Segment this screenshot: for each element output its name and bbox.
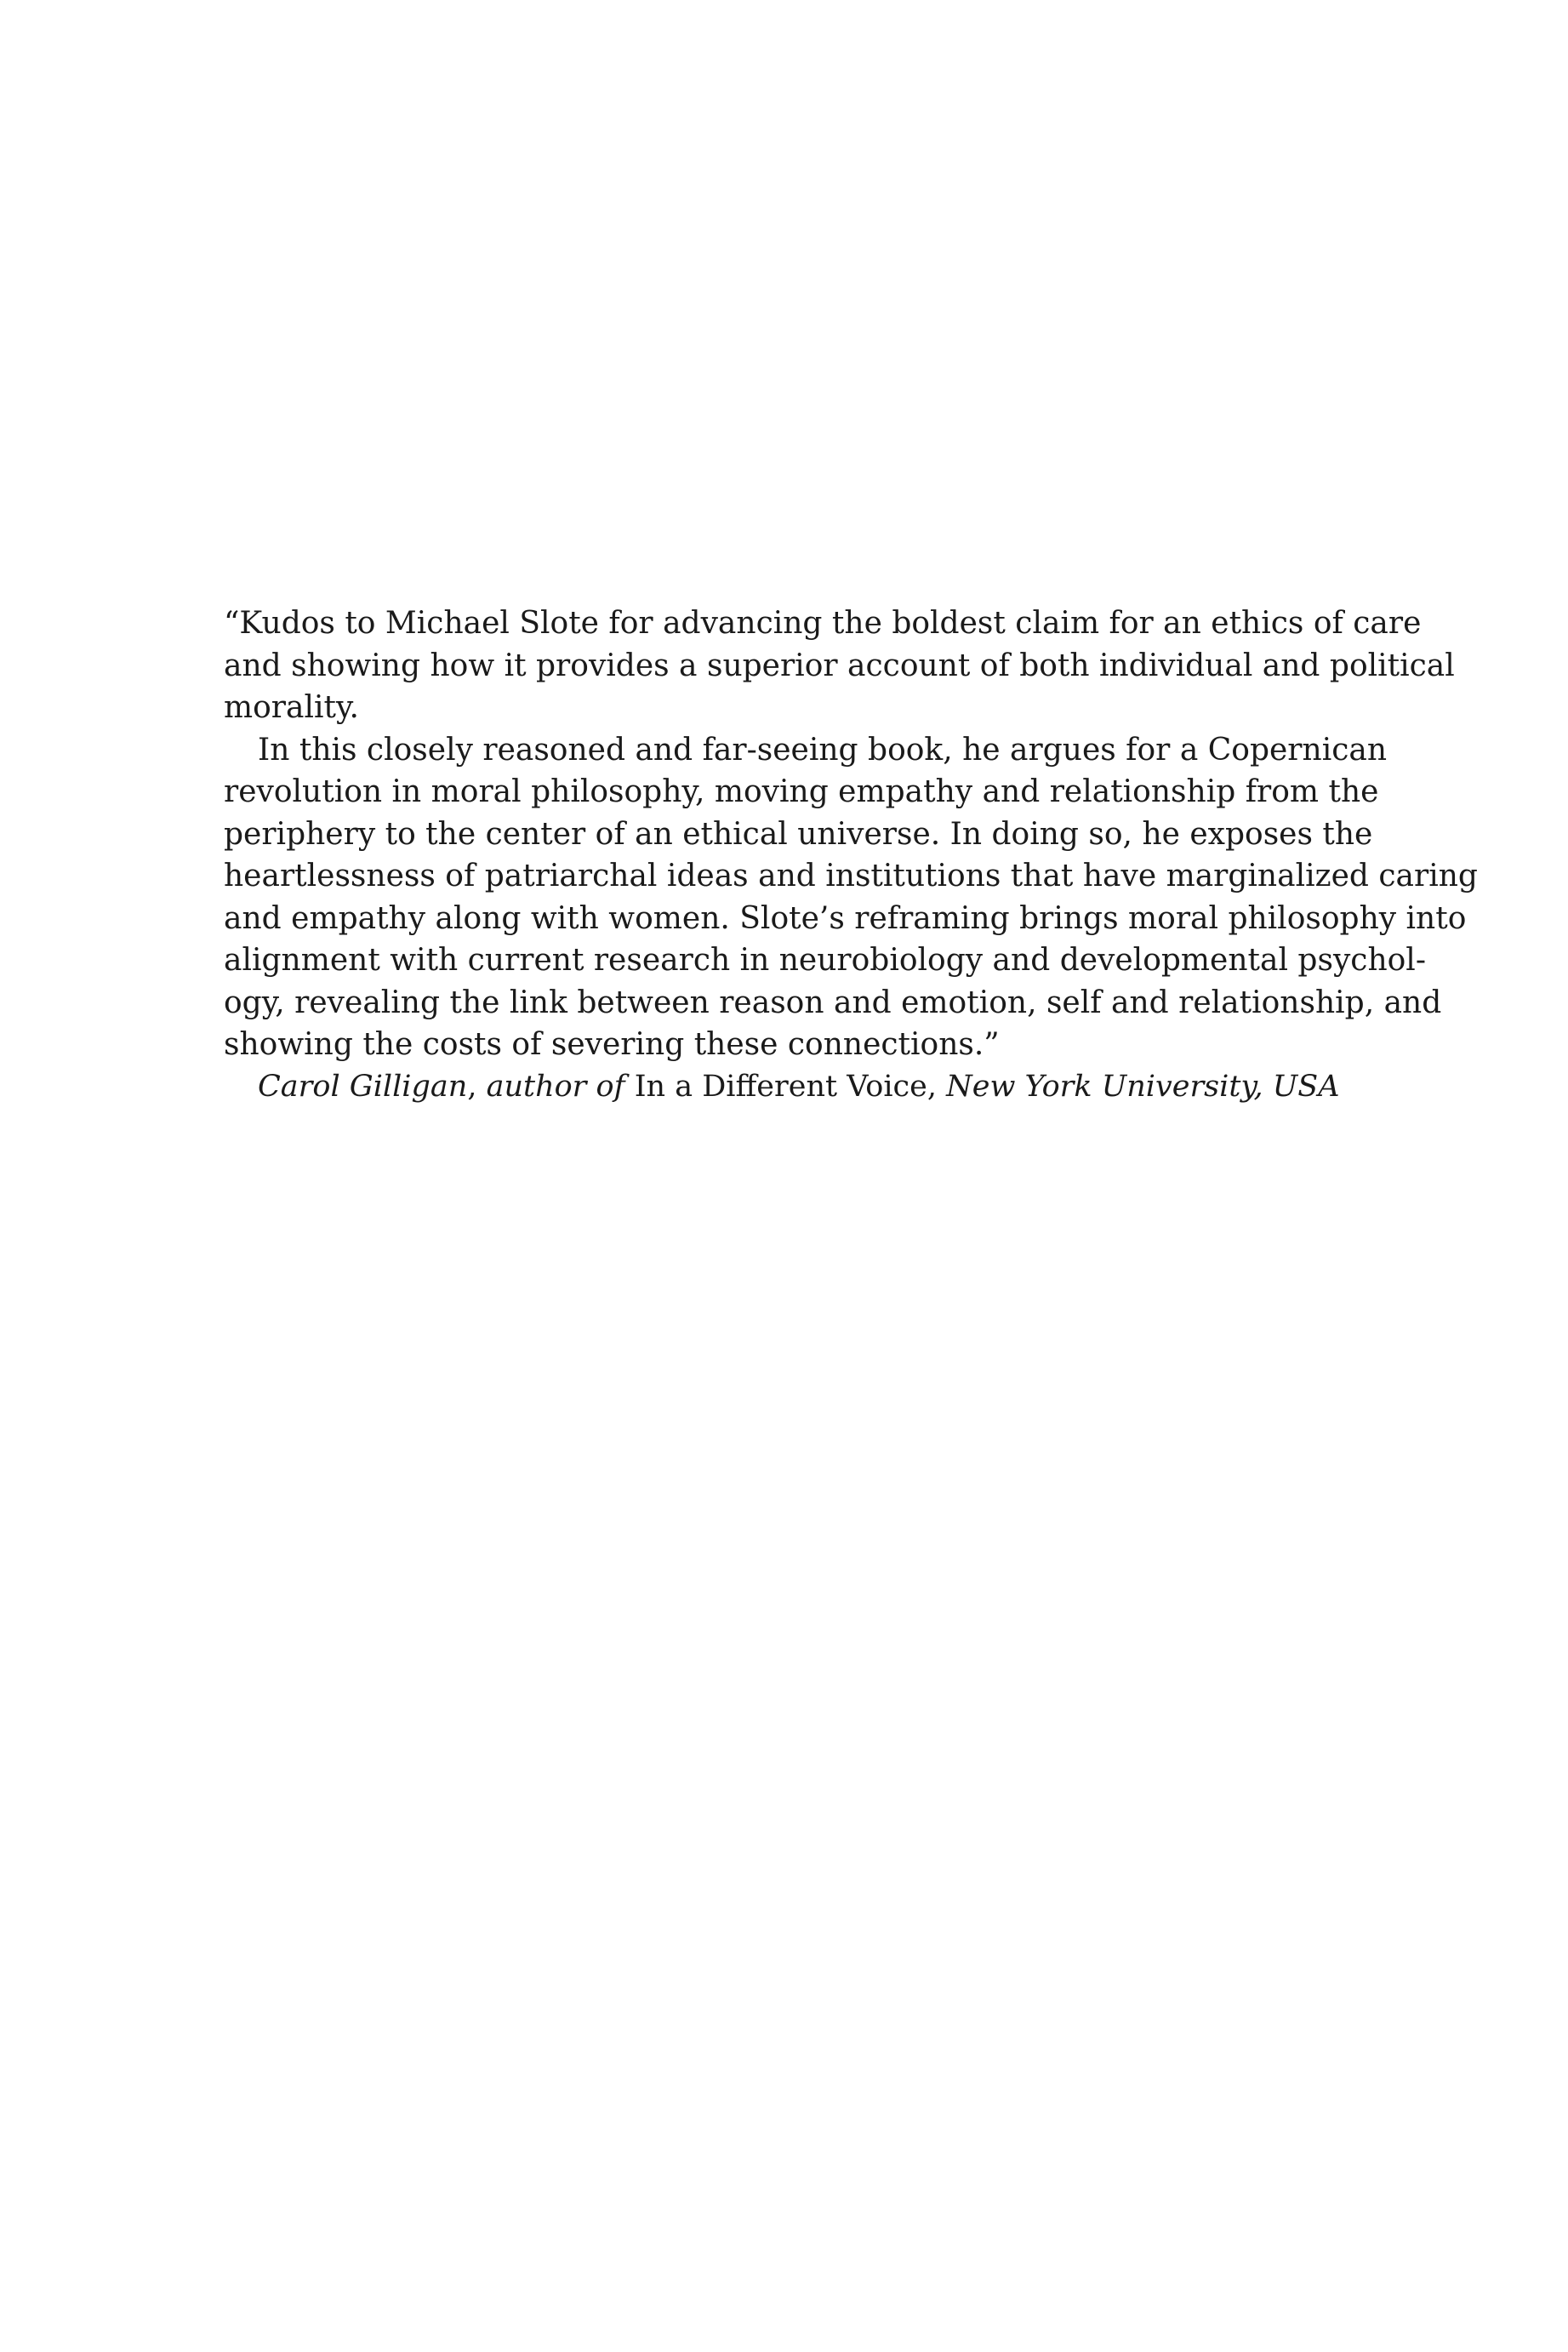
endorser-role: author of — [486, 1069, 625, 1104]
text-line: and showing how it provides a superior account of both individual and political — [224, 648, 1455, 683]
text-line: morality. — [224, 690, 359, 725]
text-line: “Kudos to Michael Slote for advancing the boldest claim for an ethics of care — [224, 606, 1422, 641]
endorser-affiliation: New York University, USA — [946, 1069, 1340, 1104]
text-line: periphery to the center of an ethical universe. In doing so, he exposes the — [224, 816, 1373, 852]
text-line: revolution in moral philosophy, moving empathy and relationship from the — [224, 774, 1379, 809]
endorsement-blurb — [224, 602, 1478, 1108]
text-line: showing the costs of severing these connections.” — [224, 1027, 1000, 1062]
endorsement-attribution — [224, 1066, 1347, 1109]
text-line: In this closely reasoned and far-seeing book, he argues for a Copernican — [258, 732, 1388, 768]
endorser-name: Carol Gilligan — [258, 1069, 468, 1104]
book-title: In a Different Voice — [634, 1069, 927, 1104]
text-line: ogy, revealing the link between reason and emotion, self and relationship, and — [224, 985, 1442, 1020]
text-line: and empathy along with women. Slote’s reframing brings moral philosophy into — [224, 900, 1467, 936]
endorsement-paragraph-1 — [224, 602, 1455, 729]
attribution-separator: , — [927, 1069, 947, 1104]
attribution-separator: , — [467, 1069, 487, 1104]
text-line: heartlessness of patriarchal ideas and institutions that have marginalized caring — [224, 859, 1478, 893]
endorsement-paragraph-2 — [224, 729, 1478, 1066]
text-line: alignment with current research in neurobiology and developmental psychol- — [224, 943, 1426, 978]
